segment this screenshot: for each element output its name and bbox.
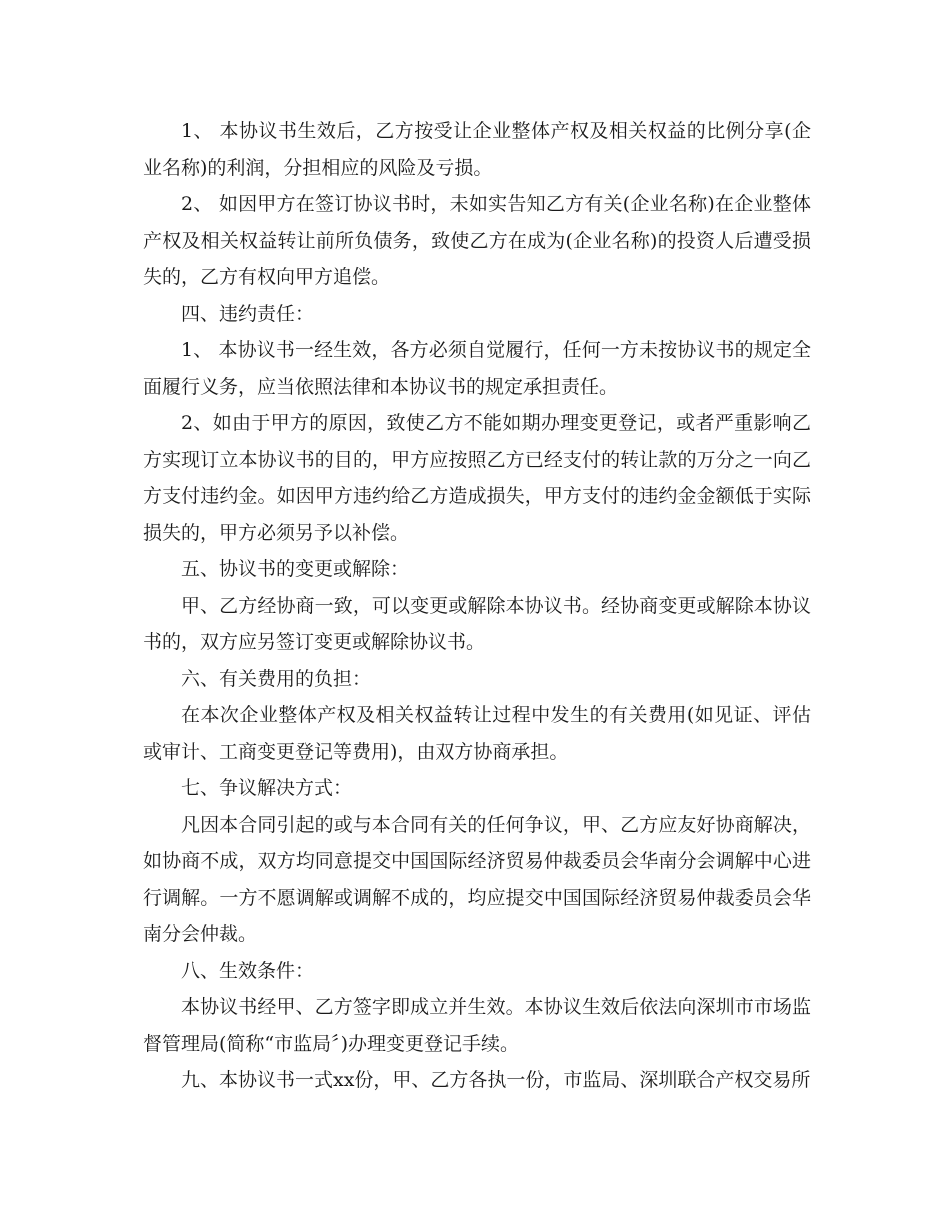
paragraph-dispute-resolution: 凡因本合同引起的或与本合同有关的任何争议，甲、乙方应友好协商解决，如协商不成，双方均同意提交中国国际经济贸易仲裁委员会华南分会调解中心进行调解。一方不愿调解或调解不成的，均应提交中国国际经济贸易仲裁委员会华南分会仲裁。	[143, 813, 811, 945]
heading-breach-liability: 四、违约责任：	[181, 302, 315, 325]
heading-dispute-resolution: 七、争议解决方式：	[181, 777, 353, 799]
paragraph-fees: 在本次企业整体产权及相关权益转让过程中发生的有关费用(如见证、评估或审计、工商变更登记等费用)，由双方协商承担。	[143, 704, 811, 763]
paragraph-copies: 九、本协议书一式xx份，甲、乙方各执一份，市监局、深圳联合产权交易所	[181, 1069, 811, 1091]
heading-effective-conditions: 八、生效条件：	[181, 959, 315, 982]
heading-modification: 五、协议书的变更或解除：	[181, 558, 410, 580]
paragraph-penalty: 2、如由于甲方的原因，致使乙方不能如期办理变更登记，或者严重影响乙方实现订立本协议书的目的，甲方应按照乙方已经支付的转让款的万分之一向乙方支付违约金。如因甲方违约给乙方造成损失，甲方支付的违约金金额低于实际损失的，甲方必须另予以补偿。	[143, 412, 811, 544]
paragraph-effective-conditions: 本协议书经甲、乙方签字即成立并生效。本协议生效后依法向深圳市市场监督管理局(简称“市监局〞)办理变更登记手续。	[143, 996, 811, 1055]
document-body	[143, 113, 811, 1099]
heading-fees: 六、有关费用的负担：	[181, 667, 372, 690]
paragraph-modification: 甲、乙方经协商一致，可以变更或解除本协议书。经协商变更或解除本协议书的，双方应另签订变更或解除协议书。	[143, 594, 811, 653]
paragraph-debt-recourse: 2、 如因甲方在签订协议书时，未如实告知乙方有关(企业名称)在企业整体产权及相关权益转让前所负债务，致使乙方在成为(企业名称)的投资人后遭受损失的，乙方有权向甲方追偿。	[143, 193, 811, 288]
paragraph-profit-sharing: 1、 本协议书生效后，乙方按受让企业整体产权及相关权益的比例分享(企业名称)的利润，分担相应的风险及亏损。	[143, 120, 811, 179]
paragraph-breach-obligation: 1、 本协议书一经生效，各方必须自觉履行，任何一方未按协议书的规定全面履行义务，应当依照法律和本协议书的规定承担责任。	[143, 339, 811, 398]
